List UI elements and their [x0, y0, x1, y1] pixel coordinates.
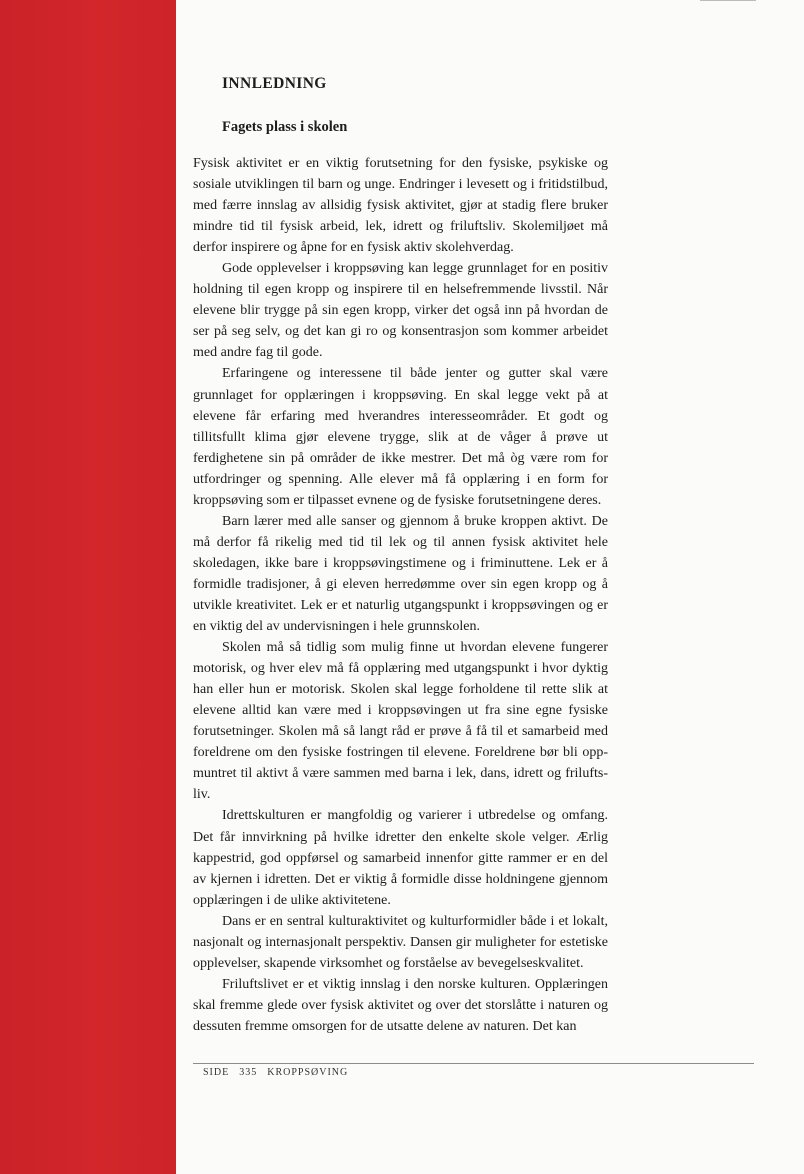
- paragraph: Erfaringene og interessene til både jenter og gutter skal være grunnlaget for opplæringen i kroppsøving. En skal legge vekt på at elevene får erfaring med hverandres interesseområder. Et godt og tillitsfullt klima gjør elevene trygge, slik at de våger å prøve ut ferdighetene sin på områder de ikke mestrer. Det må òg være rom for utfordringer og spenning. Alle elever må få opplæring i en form for kroppsøving som er tilpasset evnene og de fysiske forutsetningene deres.: [193, 366, 608, 508]
- body-text: [193, 153, 608, 1037]
- footer-divider: [193, 1063, 754, 1064]
- footer-subject: KROPPSØVING: [267, 1067, 349, 1078]
- paragraph: Gode opplevelser i kroppsøving kan legge grunnlaget for en positiv holdning til egen kropp og inspirere til en helsefremmende livsstil. Når elevene blir trygge på sin egen kropp, virker det også inn på hvordan de ser på seg selv, og det kan gi ro og konsentrasjon som kommer arbeidet med andre fag til gode.: [193, 261, 608, 361]
- paragraph: Friluftslivet er et viktig innslag i den norske kulturen. Opplæringen skal fremme glede over fysisk aktivitet og over det storslåtte i naturen og dessuten fremme omsorgen for de utsatte delene av naturen. Det kan: [193, 976, 608, 1034]
- red-margin-band: [0, 0, 176, 1174]
- paragraph: Dans er en sentral kulturaktivitet og kulturformidler både i et lokalt, nasjonalt og internasjonalt perspektiv. Dansen gir muligheter for estetiske opplevelser, skapende virksomhet og forståelse av bevegelseskvalitet.: [193, 913, 608, 971]
- section-title: Fagets plass i skolen: [222, 119, 348, 135]
- paragraph: Skolen må så tidlig som mulig finne ut hvordan elevene fungerer motorisk, og hver elev må få opplæring med utgangspunkt i hvor dyktig han eller hun er motorisk. Skolen skal legge forholdene til rette slik at elevene alltid kan være med i kroppsøvingen ut fra sine egne fysiske forutsetninger. Skolen må så langt råd er prøve å få til et samarbeid med foreldrene om den fysiske fostringen til elevene. Foreldrene bør bli oppmuntret til aktivt å være sammen med barna i lek, dans, idrett og friluftsliv.: [193, 640, 608, 803]
- chapter-title: INNLEDNING: [222, 75, 327, 92]
- page-number: 335: [239, 1067, 258, 1078]
- paragraph: Fysisk aktivitet er en viktig forutsetning for den fysiske, psykiske og sosiale utviklingen til barn og unge. Endringer i levesett og i fritidstilbud, med færre innslag av allsidig fysisk aktivitet, gjør at stadig flere bruker mindre tid til fysisk arbeid, lek, idrett og friluftsliv. Skolemiljøet må derfor inspirere og åpne for en fysisk aktiv skolehverdag.: [193, 156, 608, 256]
- page-footer: [203, 1067, 358, 1078]
- paragraph: Idrettskulturen er mangfoldig og varierer i utbredelse og omfang. Det får innvirkning på hvilke idretter den enkelte skole velger. Ærlig kappestrid, god oppførsel og samarbeid innenfor gitte rammer er en del av kjernen i idretten. Det er viktig å formidle disse holdningene gjennom opplæringen i de ulike aktivitetene.: [193, 808, 608, 908]
- paragraph: Barn lærer med alle sanser og gjennom å bruke kroppen aktivt. De må derfor få rikelig med tid til lek og til annen fysisk aktivitet hele skoledagen, ikke bare i kroppsøvingstimene og i friminuttene. Lek er å formidle tradisjoner, å gi eleven herredømme over sin egen kropp og å utvikle kreativitet. Lek er et naturlig utgangspunkt i kroppsøvingen og er en viktig del av undervisningen i hele grunnskolen.: [193, 513, 608, 635]
- page-content: [193, 74, 608, 1037]
- top-edge-rule: [700, 0, 756, 1]
- footer-side-label: SIDE: [203, 1067, 230, 1078]
